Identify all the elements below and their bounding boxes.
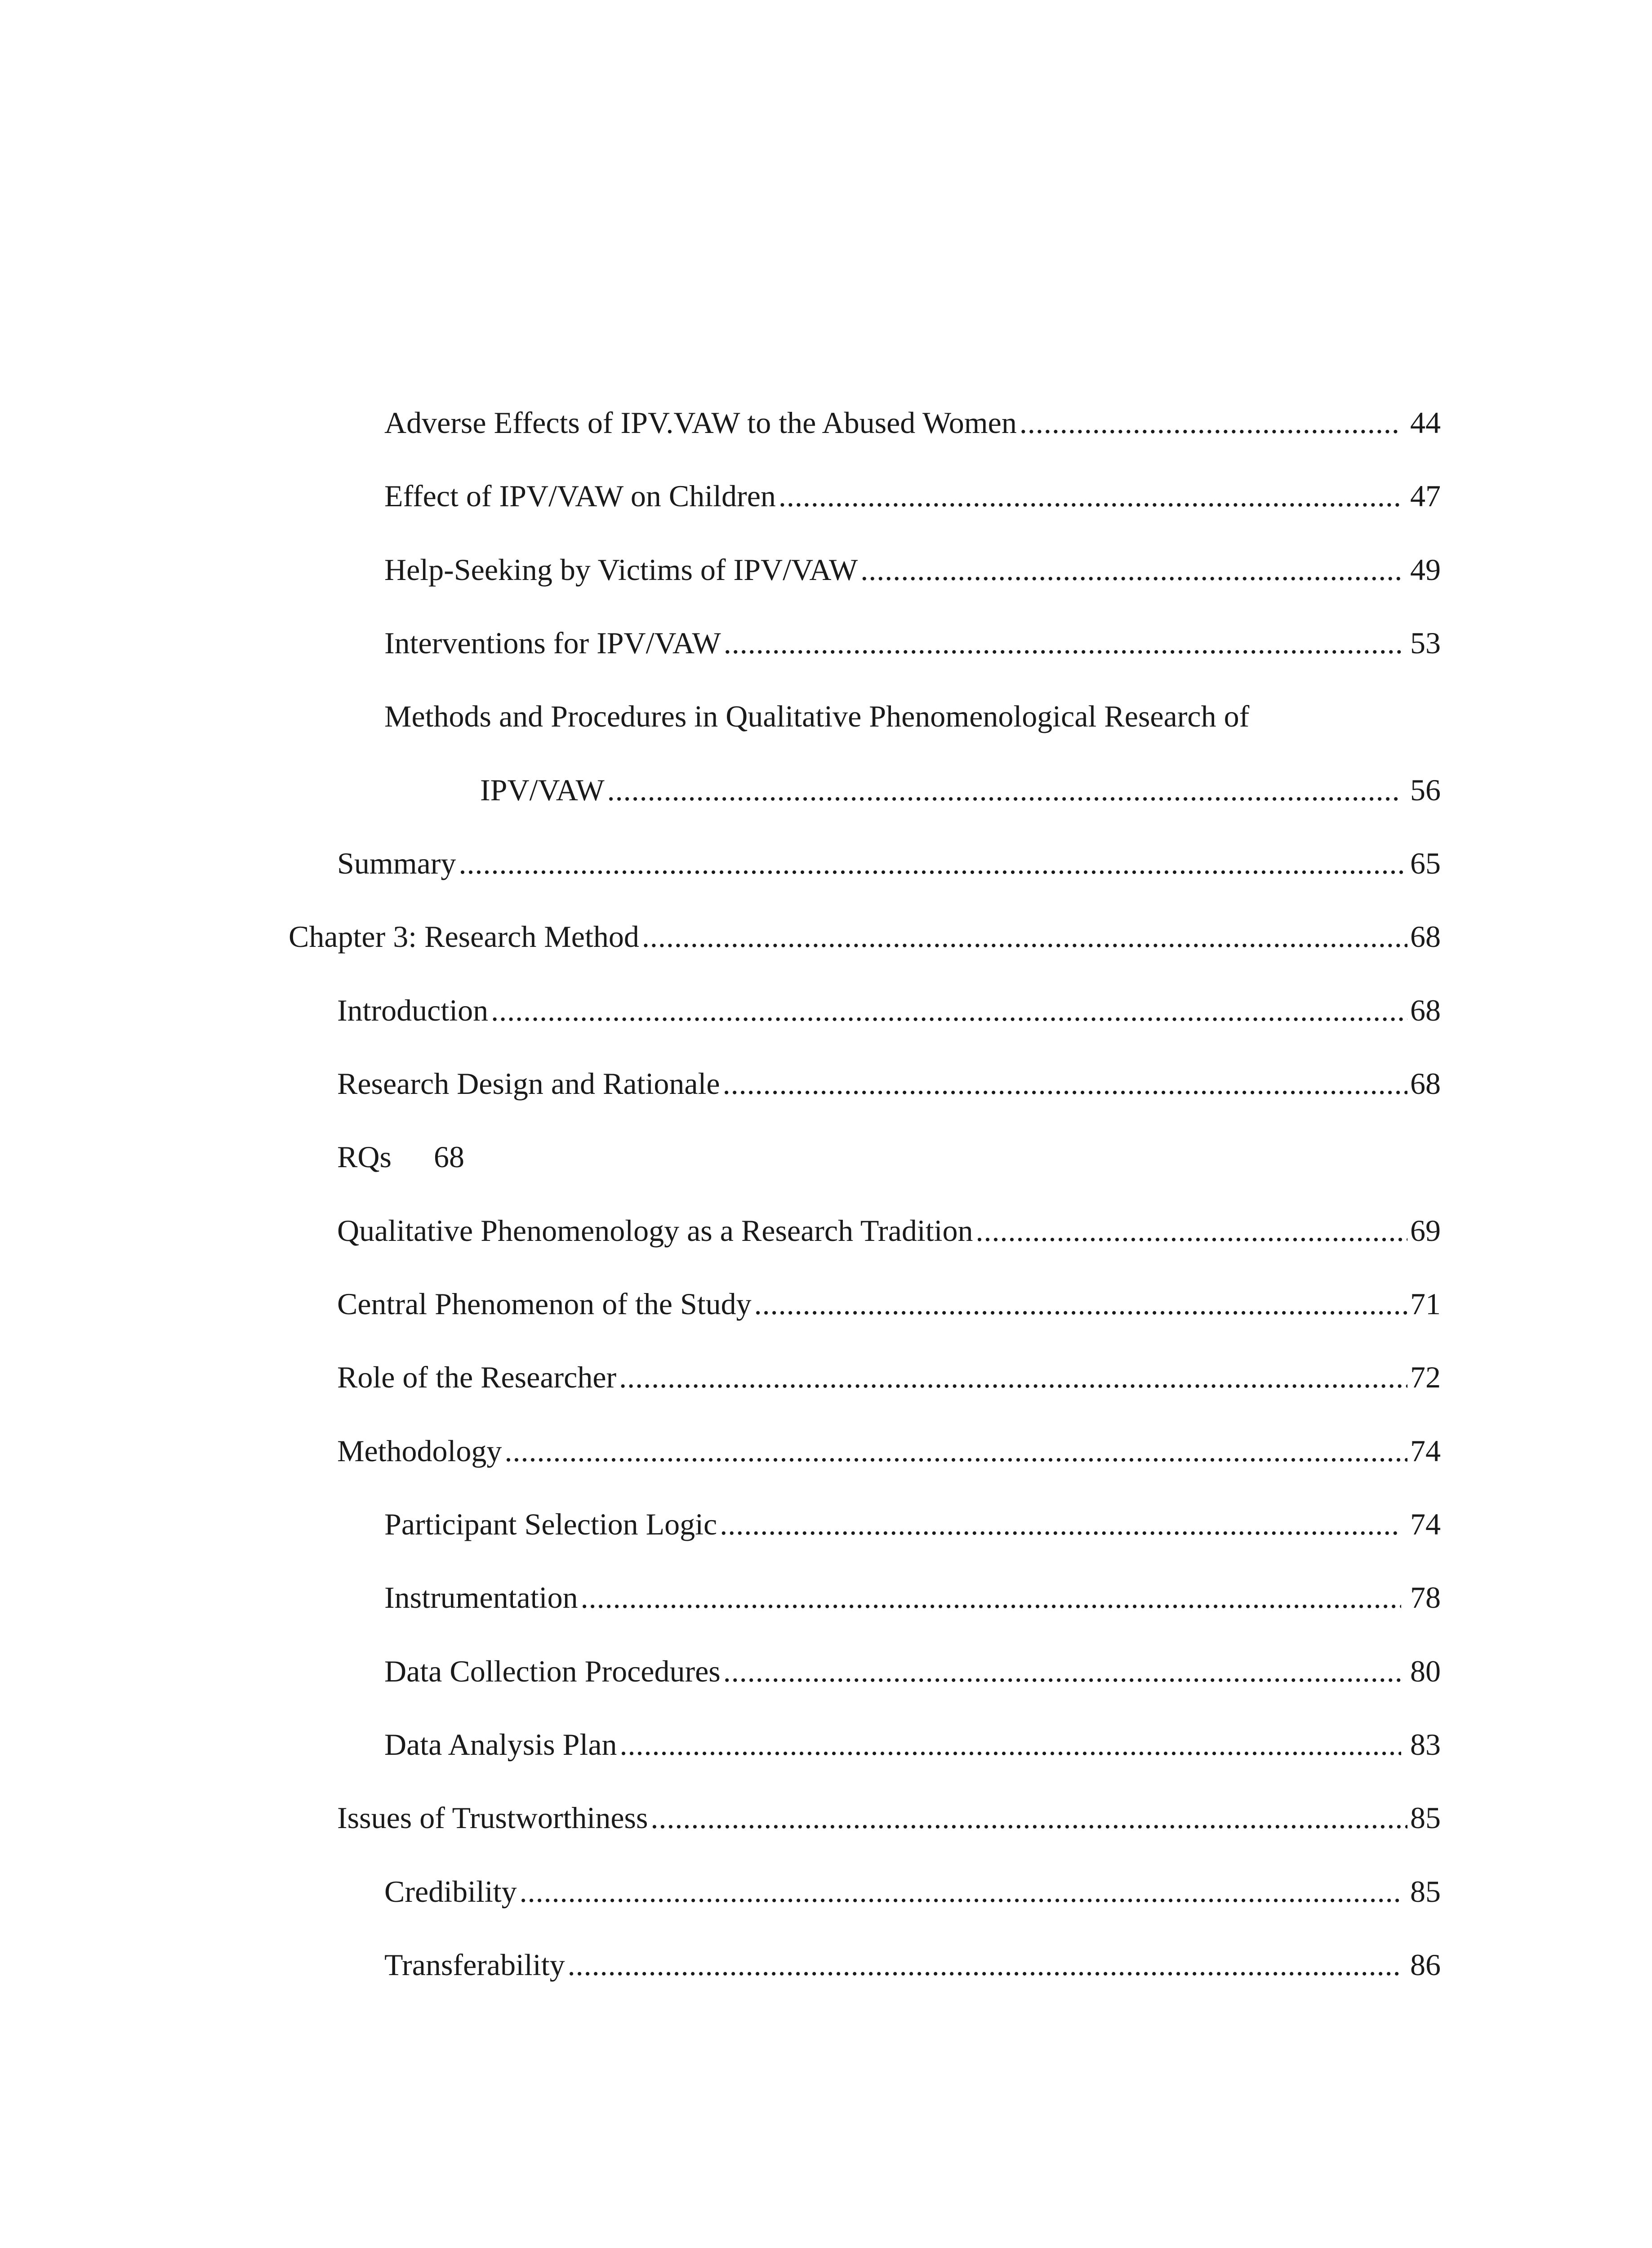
- toc-entry-title: Transferability: [384, 1948, 565, 1982]
- toc-entry-help-seeking[interactable]: [384, 549, 1441, 590]
- toc-dot-leader: [607, 770, 1401, 810]
- toc-entry-page: 47: [1410, 479, 1441, 513]
- toc-entry-page: 65: [1410, 846, 1441, 880]
- toc-dot-leader: [860, 549, 1401, 590]
- toc-entry-title: Introduction: [337, 993, 489, 1027]
- toc-entry-title: IPV/VAW: [480, 773, 605, 807]
- toc-entry-methods-procedures[interactable]: [384, 696, 1441, 736]
- toc-entry-summary[interactable]: [337, 843, 1441, 883]
- toc-entry-page: 74: [1410, 1434, 1441, 1468]
- toc-entry-page: 72: [1410, 1360, 1441, 1394]
- toc-entry-title: Chapter 3: Research Method: [289, 919, 639, 954]
- toc-entry-title: Participant Selection Logic: [384, 1507, 717, 1541]
- toc-entry-research-design[interactable]: [337, 1063, 1441, 1104]
- toc-entry-introduction[interactable]: [337, 990, 1441, 1030]
- toc-entry-methodology[interactable]: [337, 1431, 1441, 1471]
- toc-entry-title: Summary: [337, 846, 456, 880]
- toc-entry-page: 49: [1410, 553, 1441, 587]
- toc-entry-data-collection[interactable]: [384, 1651, 1441, 1691]
- toc-entry-title: Data Analysis Plan: [384, 1727, 617, 1762]
- toc-entry-title: Central Phenomenon of the Study: [337, 1287, 752, 1321]
- toc-dot-leader: [723, 1063, 1407, 1104]
- toc-entry-effect-on-children[interactable]: [384, 476, 1441, 516]
- toc-dot-leader: [1020, 402, 1401, 443]
- toc-entry-page: 83: [1410, 1727, 1441, 1762]
- toc-entry-participant-selection[interactable]: [384, 1504, 1441, 1544]
- toc-entry-qualitative-phenomenology[interactable]: [337, 1210, 1441, 1251]
- toc-entry-page: 80: [1410, 1654, 1441, 1688]
- toc-entry-credibility[interactable]: [384, 1871, 1441, 1912]
- toc-dot-leader: [459, 843, 1407, 883]
- toc-entry-page: 68: [433, 1140, 464, 1174]
- toc-entry-page: 74: [1410, 1507, 1441, 1541]
- toc-dot-leader: [504, 1431, 1407, 1471]
- toc-entry-title: Data Collection Procedures: [384, 1654, 721, 1688]
- toc-dot-leader: [620, 1724, 1401, 1765]
- toc-entry-page: 71: [1410, 1287, 1441, 1321]
- toc-dot-leader: [491, 990, 1407, 1030]
- toc-dot-leader: [724, 623, 1401, 663]
- toc-entry-page: 86: [1410, 1948, 1441, 1982]
- toc-entry-title: Methodology: [337, 1434, 502, 1468]
- toc-dot-leader: [754, 1284, 1407, 1324]
- toc-entry-title: Qualitative Phenomenology as a Research Tradition: [337, 1213, 973, 1248]
- toc-entry-title: Research Design and Rationale: [337, 1066, 720, 1101]
- toc-entry-page: 53: [1410, 626, 1441, 660]
- toc-dot-leader: [720, 1504, 1401, 1544]
- toc-entry-title: Role of the Researcher: [337, 1360, 617, 1394]
- toc-dot-leader: [650, 1798, 1407, 1838]
- toc-entry-chapter-3[interactable]: [289, 916, 1441, 957]
- toc-entry-rqs[interactable]: [337, 1137, 1441, 1177]
- toc-entry-interventions[interactable]: [384, 623, 1441, 663]
- toc-entry-title: Adverse Effects of IPV.VAW to the Abused Women: [384, 406, 1017, 440]
- toc-entry-page: 68: [1410, 993, 1441, 1027]
- toc-dot-leader: [619, 1357, 1407, 1397]
- toc-dot-leader: [723, 1651, 1401, 1691]
- toc-entry-title: Credibility: [384, 1874, 517, 1909]
- toc-entry-title: Issues of Trustworthiness: [337, 1801, 648, 1835]
- toc-entry-central-phenomenon[interactable]: [337, 1284, 1441, 1324]
- toc-dot-leader: [779, 476, 1401, 516]
- toc-dot-leader: [581, 1577, 1401, 1618]
- toc-entry-data-analysis[interactable]: [384, 1724, 1441, 1765]
- toc-entry-title: Interventions for IPV/VAW: [384, 626, 721, 660]
- toc-dot-leader: [642, 916, 1407, 957]
- toc-entry-page: 68: [1410, 919, 1441, 954]
- toc-entry-title: Methods and Procedures in Qualitative Phenomenological Research of: [384, 699, 1250, 733]
- toc-entry-instrumentation[interactable]: [384, 1577, 1441, 1618]
- toc-entry-page: 69: [1410, 1213, 1441, 1248]
- toc-entry-transferability[interactable]: [384, 1945, 1441, 1985]
- toc-entry-title: Effect of IPV/VAW on Children: [384, 479, 776, 513]
- toc-entry-adverse-effects[interactable]: [384, 402, 1441, 443]
- toc-entry-page: 44: [1410, 406, 1441, 440]
- toc-entry-page: 56: [1410, 773, 1441, 807]
- toc-entry-page: 85: [1410, 1874, 1441, 1909]
- toc-entry-methods-procedures-continued[interactable]: [480, 770, 1441, 810]
- toc-dot-leader: [568, 1945, 1401, 1985]
- toc-entry-trustworthiness[interactable]: [337, 1798, 1441, 1838]
- toc-entry-page: 85: [1410, 1801, 1441, 1835]
- toc-entry-role-of-researcher[interactable]: [337, 1357, 1441, 1397]
- toc-dot-leader: [976, 1210, 1407, 1251]
- toc-entry-title: Instrumentation: [384, 1580, 578, 1615]
- toc-entry-page: 68: [1410, 1066, 1441, 1101]
- toc-dot-leader: [520, 1871, 1401, 1912]
- toc-entry-title: Help-Seeking by Victims of IPV/VAW: [384, 553, 858, 587]
- toc-entry-title: RQs: [337, 1140, 392, 1174]
- toc-entry-page: 78: [1410, 1580, 1441, 1615]
